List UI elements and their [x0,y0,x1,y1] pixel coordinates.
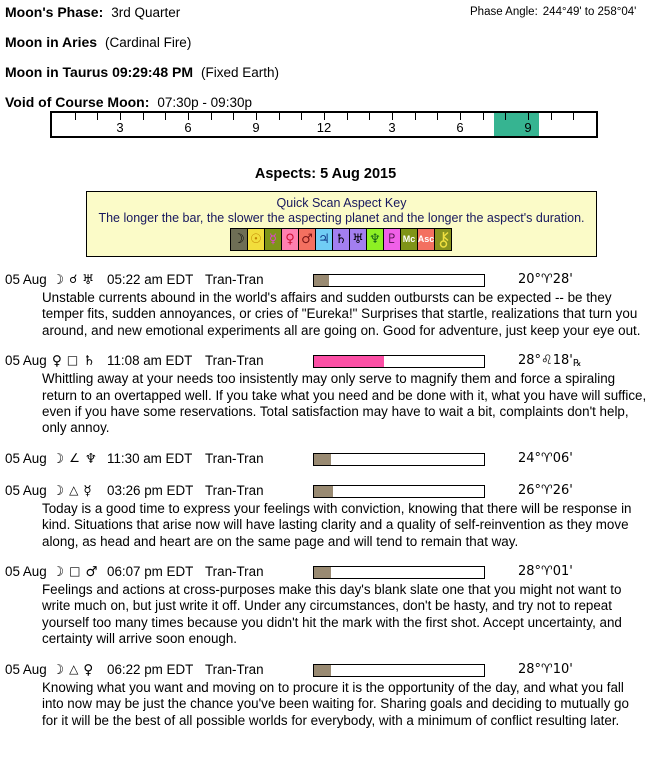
aspect-degree [518,451,573,467]
aspect-duration-bar [313,485,485,498]
aspect-row-header [0,451,651,469]
aspect-degree [518,353,581,369]
aspect-date: 05 Aug [5,564,47,580]
semisquare-glyph: ∠ [69,450,80,465]
aspect-row [0,662,651,729]
aspect-degree [518,483,573,499]
void-of-course-label: Void of Course Moon: [5,94,150,110]
trine-glyph: △ [69,661,79,676]
void-of-course-value: 07:30p - 09:30p [157,95,252,110]
aspect-glyphs [52,662,93,678]
chiron-icon [434,228,452,251]
aspect-time: 11:08 am EDT [107,353,193,369]
moon-glyph: ☽ [52,482,65,499]
hour-tick [97,113,98,120]
mercury-icon: ☿ [264,228,282,251]
aspect-time: 06:22 pm EDT [107,661,194,677]
hour-tick [551,113,552,120]
conjunction-glyph: ☌ [69,272,78,286]
aspect-row-header [0,272,651,290]
aspect-degree-value: 28°♈10' [518,661,573,677]
hour-tick [324,113,325,120]
quick-scan-aspect-key [86,191,597,257]
aspect-type: Tran-Tran [205,272,264,287]
jupiter-icon: ♃ [315,228,333,251]
hour-tick [188,113,189,120]
saturn-icon: ♄ [332,228,350,251]
neptune-glyph: ♆ [84,450,97,467]
phase-angle-value: 244°49' to 258°04' [542,6,637,18]
aspect-degree-value: 26°♈26' [518,482,573,498]
saturn-glyph: ♄ [83,353,96,370]
aspect-degree [518,272,573,288]
aspect-degree-value: 20°♈28' [518,272,573,287]
hour-label: 12 [316,120,332,135]
hour-tick [120,113,121,120]
moon-sign-label: Moon in Aries [5,34,98,50]
hour-label: 6 [184,120,192,135]
aspect-duration-bar [313,274,485,287]
aspect-date: 05 Aug [5,450,47,466]
hour-tick [437,113,438,120]
hour-tick [279,113,280,120]
aspect-time: 03:26 pm EDT [107,482,194,498]
hour-label: 6 [456,120,464,135]
aspect-key-title: Quick Scan Aspect Key [276,196,407,210]
hour-tick [233,113,234,120]
hour-tick [460,113,461,120]
aspects-title: Aspects: 5 Aug 2015 [254,166,397,182]
hour-label: 9 [252,120,260,135]
moon-next-sign-line [5,64,279,80]
moon-glyph: ☽ [52,272,65,288]
aspect-row-header [0,483,651,501]
aspect-date: 05 Aug [5,272,47,287]
pluto-icon: ♇ [383,228,401,251]
moon-glyph: ☽ [52,564,65,581]
aspect-type: Tran-Tran [205,450,264,466]
moon-sign-line [5,34,191,50]
hour-tick [505,113,506,120]
ascendant-icon: Asc [417,228,435,251]
aspect-list [0,272,651,743]
sun-icon: ☉ [247,228,265,251]
aspect-glyphs [52,272,94,288]
hour-tick [301,113,302,120]
aspect-time: 11:30 am EDT [107,450,193,466]
aspect-row-header [0,662,651,680]
void-period-highlight [494,113,539,136]
aspect-duration-bar-fill [314,486,333,497]
aspect-duration-bar [313,566,485,579]
venus-icon: ♀ [281,228,299,251]
trine-glyph: △ [69,482,79,497]
aspect-description: Knowing what you want and moving on to procure it is the opportunity of the day, and what you fall into now may be just the chance you've been waiting for. Sharing goals and deciding to mutually go for it will be the best of all possible worlds for everybody, with a minimum of conflict resulting later. [42,679,629,728]
moon-icon: ☽ [230,228,248,251]
uranus-icon: ♅ [349,228,367,251]
aspect-type: Tran-Tran [205,661,264,677]
square-glyph: □ [69,564,81,579]
aspect-degree [518,662,573,678]
hour-label: 3 [116,120,124,135]
aspect-time: 06:07 pm EDT [107,564,194,580]
aspect-glyphs [52,353,95,369]
aspect-duration-bar-fill [314,665,331,676]
midheaven-icon: Mc [400,228,418,251]
neptune-icon: ♆ [366,228,384,251]
aspect-row-header [0,353,651,371]
uranus-glyph: ♅ [82,272,95,288]
aspect-type: Tran-Tran [205,482,264,498]
aspect-description: Feelings and actions at cross-purposes make this day's blank slate one that you might not want to write much on, but just write it off. Under any circumstances, don't be hasty, and try not to repeat yourself too many times because you didn't hit the mark with the first shot. Accept uncertainty, and certainty will arrive soon enough. [42,582,622,647]
hour-tick [573,113,574,120]
hour-label: 9 [524,120,532,135]
aspect-duration-bar-fill [314,275,329,286]
hour-tick [256,113,257,120]
aspect-glyphs [52,483,92,499]
aspect-description: Whittling away at your needs too insistently may only serve to magnify them and force a spiraling return to an overtapped well. If you take what you need and be done with it, what you have will suffice, even if you have some reservations. Total satisfaction may have to wait a bit, complaints don't help, only annoy. [42,371,647,436]
aspect-duration-bar-fill [314,356,384,367]
hour-tick [369,113,370,120]
moons-phase-label: Moon's Phase: [5,4,104,20]
planet-icon-row [87,228,596,251]
aspect-duration-bar-fill [314,567,331,578]
hour-tick [211,113,212,120]
void-of-course-line [5,94,252,110]
hour-tick [392,113,393,120]
hour-tick [347,113,348,120]
aspect-type: Tran-Tran [205,564,264,580]
aspect-description: Today is a good time to express your feelings with conviction, knowing that there will be response in kind. Situations that arise now will have lasting clarity and a quality of self-reinvention as they move along, as head and heart are on the same page and will tend to remain that way. [42,500,632,549]
mercury-glyph: ☿ [83,482,92,499]
aspect-row [0,451,651,469]
aspect-type: Tran-Tran [205,353,264,369]
moons-phase-value: 3rd Quarter [111,5,181,20]
mars-glyph: ♂ [85,564,98,581]
aspect-row [0,483,651,550]
aspect-degree [518,564,573,580]
moon-glyph: ☽ [52,661,65,678]
voc-timeline-ruler [50,111,598,138]
aspect-glyphs [52,564,98,580]
phase-angle-line [470,6,636,18]
aspect-row [0,272,651,339]
aspect-time: 05:22 am EDT [107,272,194,287]
hour-tick [165,113,166,120]
retrograde-symbol: ℞ [572,358,582,370]
square-glyph: □ [66,353,79,368]
aspect-description: Unstable currents abound in the world's affairs and sudden outbursts can be expected -- be they temper fits, sudden annoyances, or cries of "Eureka!" Surprises that startle, realizations that turn you around, and new emotional experiments all are going on. Good for adventure, just keep your eye out. [42,290,641,338]
aspect-degree-value: 28°♈01' [518,564,573,580]
aspect-row [0,564,651,648]
hour-tick [75,113,76,120]
aspect-degree-value: 28°♌18' [518,353,573,369]
aspect-duration-bar-fill [314,454,331,465]
venus-glyph: ♀ [83,661,94,678]
venus-glyph: ♀ [52,353,62,370]
hour-tick [528,113,529,120]
aspect-duration-bar [313,664,485,677]
aspect-key-subtitle: The longer the bar, the slower the aspecting planet and the longer the aspect's duration. [98,211,585,225]
aspect-date: 05 Aug [5,661,47,677]
aspect-row [0,353,651,437]
hour-tick [415,113,416,120]
aspect-duration-bar [313,355,485,368]
phase-angle-label: Phase Angle: [470,6,538,18]
moon-sign-value: (Cardinal Fire) [105,35,192,50]
moons-phase-line [5,4,180,20]
moon-next-sign-label: Moon in Taurus 09:29:48 PM [5,64,193,80]
mars-icon: ♂ [298,228,316,251]
hour-tick [143,113,144,120]
aspect-date: 05 Aug [5,482,47,498]
moon-next-sign-value: (Fixed Earth) [201,65,280,80]
aspect-duration-bar [313,453,485,466]
aspect-glyphs [52,451,97,467]
aspect-date: 05 Aug [5,353,47,369]
moon-glyph: ☽ [52,450,65,467]
aspect-row-header [0,564,651,582]
aspect-degree-value: 24°♈06' [518,450,573,466]
hour-label: 3 [388,120,396,135]
hour-tick [483,113,484,120]
